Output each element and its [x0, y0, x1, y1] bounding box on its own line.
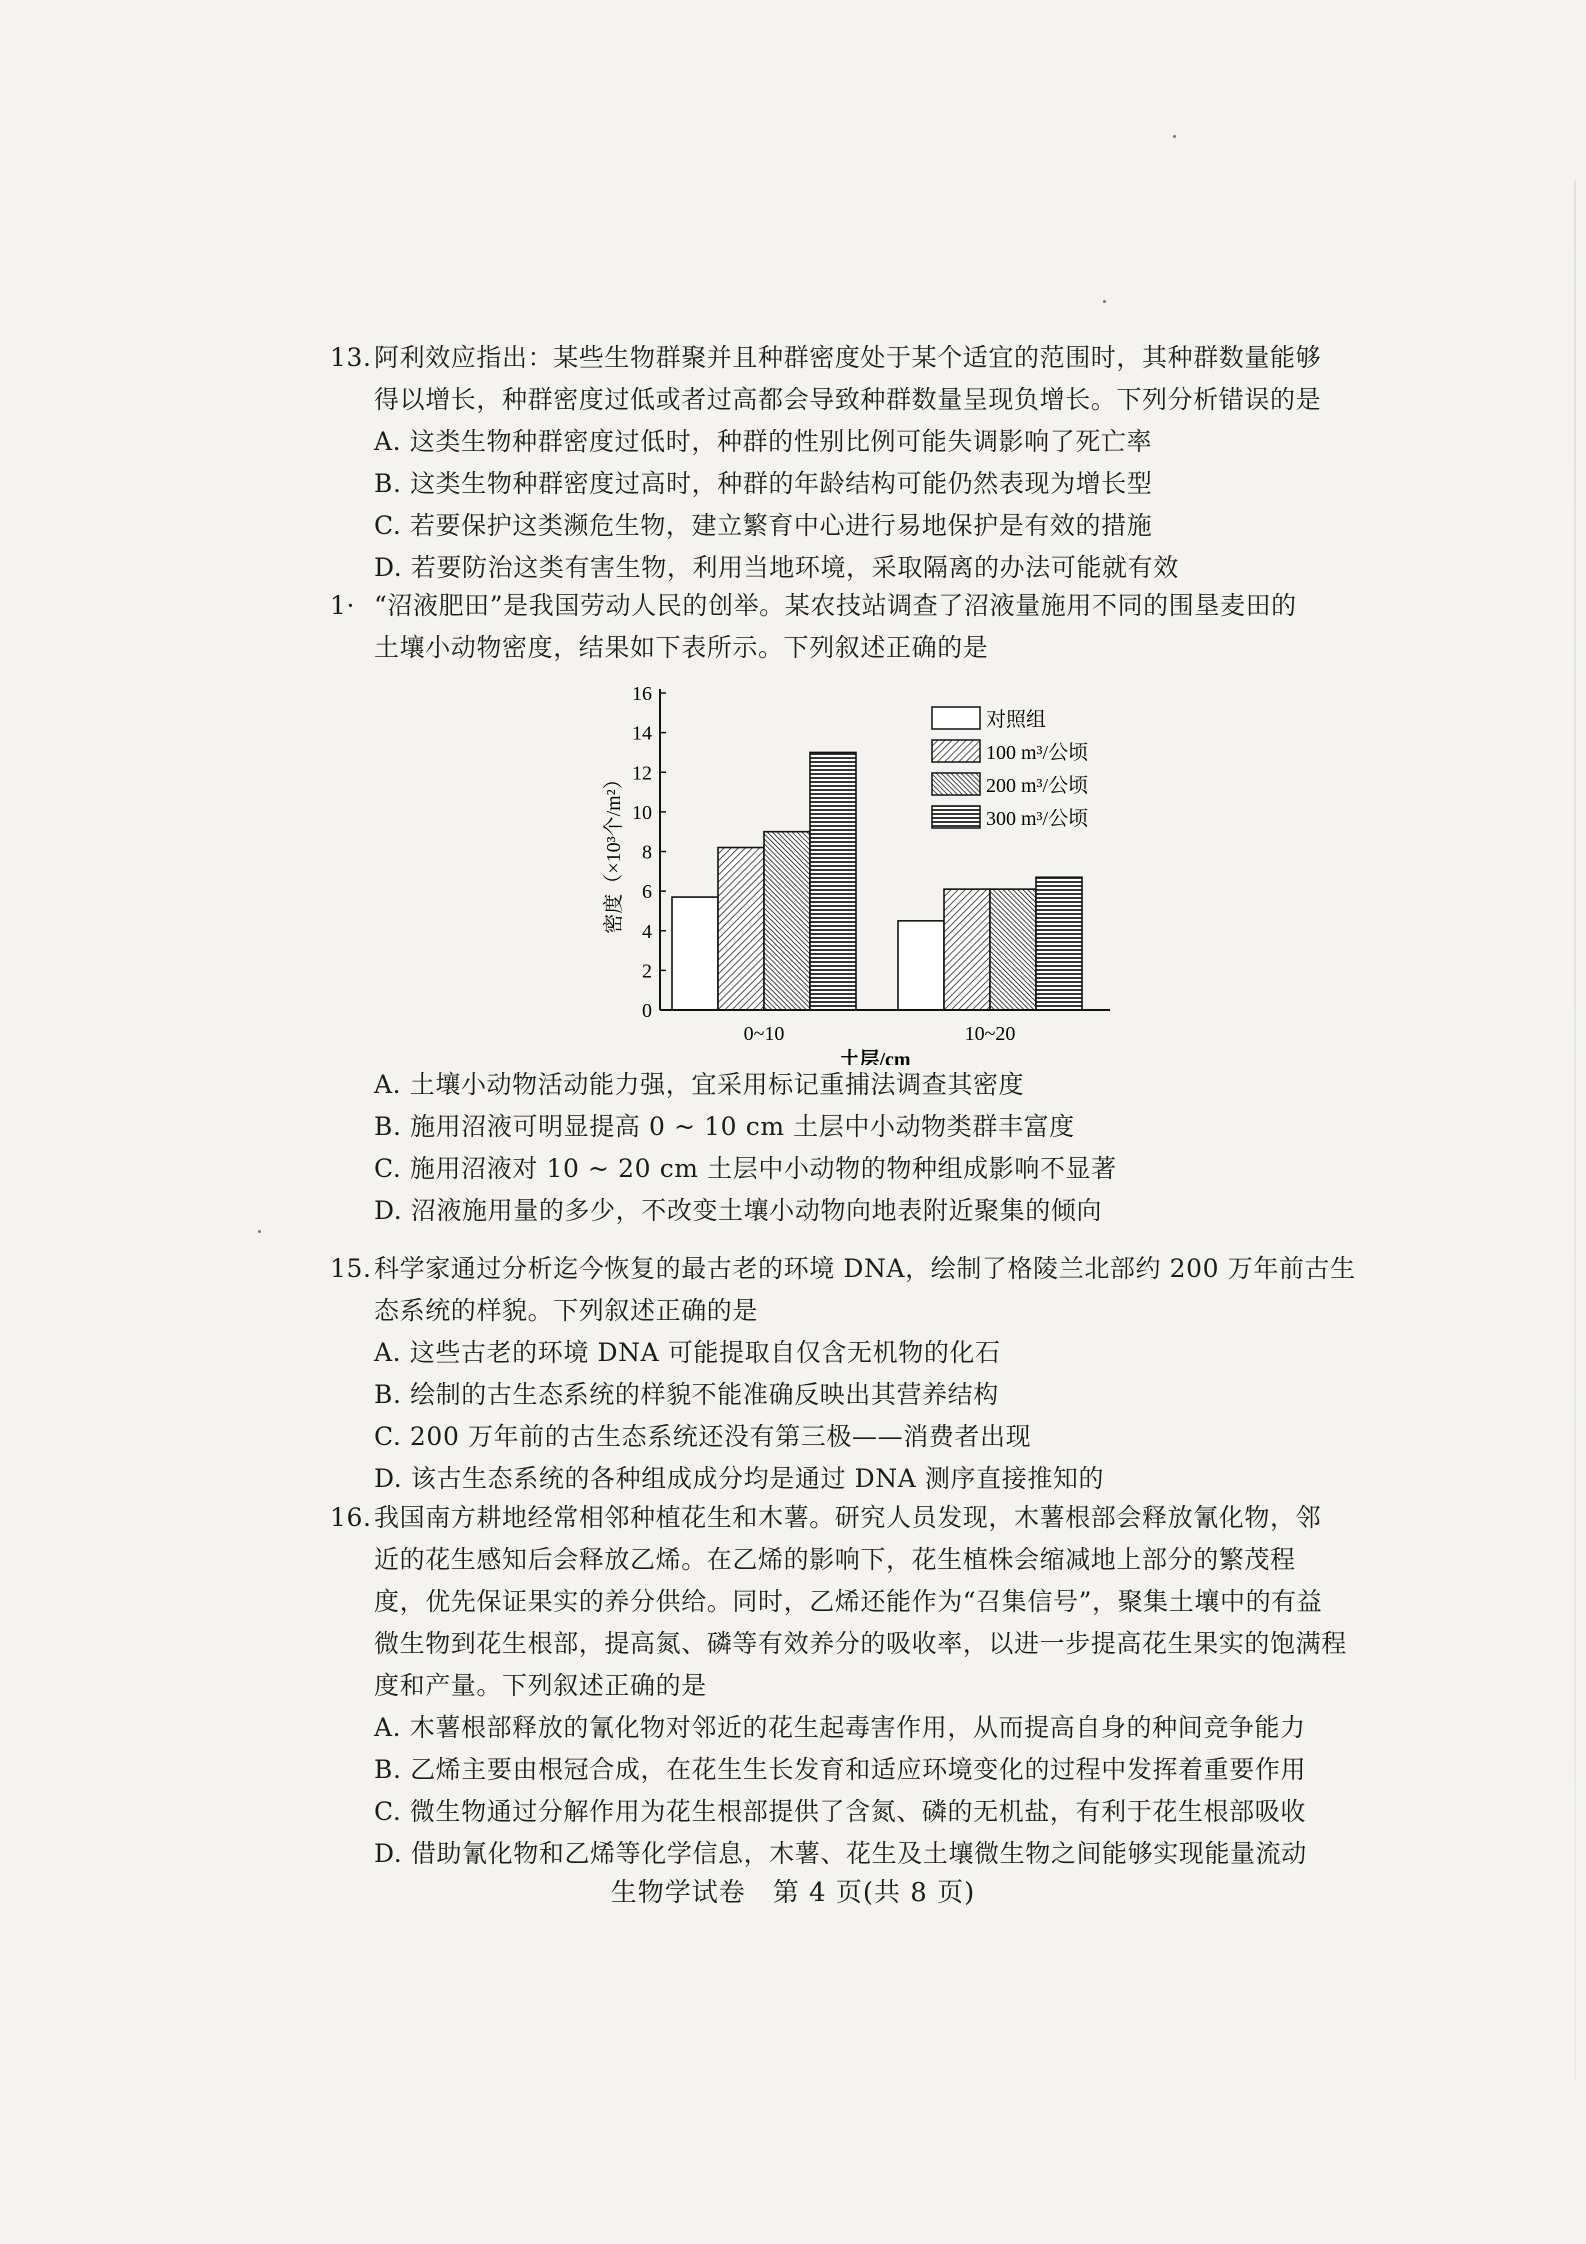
x-axis-label: 土层/cm	[839, 1049, 911, 1065]
question-15	[332, 1248, 1362, 1500]
bar	[764, 832, 810, 1010]
x-tick-label: 0~10	[743, 1023, 785, 1045]
question-16	[332, 1497, 1362, 1875]
option-a: A. 木薯根部释放的氰化物对邻近的花生起毒害作用，从而提高自身的种间竞争能力	[374, 1713, 1306, 1742]
legend-swatch	[932, 773, 980, 795]
question-13	[332, 337, 1362, 589]
scan-speck	[258, 1230, 261, 1233]
option-c: C. 微生物通过分解作用为花生根部提供了含氮、磷的无机盐，有利于花生根部吸收	[374, 1797, 1306, 1826]
bar	[944, 889, 990, 1010]
option-d: D. 借助氰化物和乙烯等化学信息，木薯、花生及土壤微生物之间能够实现能量流动	[374, 1839, 1307, 1868]
question-number: 16.	[330, 1503, 372, 1532]
option-d: D. 若要防治这类有害生物，利用当地环境，采取隔离的办法可能就有效	[374, 553, 1179, 582]
bar	[672, 897, 718, 1010]
y-tick-label: 14	[632, 722, 652, 745]
question-number: 15.	[330, 1254, 372, 1283]
y-tick-label: 10	[632, 801, 652, 824]
bar	[990, 889, 1036, 1010]
page-footer: 生物学试卷 第 4 页(共 8 页)	[610, 1878, 976, 1908]
bar	[898, 921, 944, 1010]
question-stem-line: “沼液肥田”是我国劳动人民的创举。某农技站调查了沼液量施用不同的围垦麦田的	[374, 591, 1297, 620]
question-number: 1·	[330, 591, 356, 620]
legend-label: 100 m³/公顷	[986, 742, 1089, 764]
option-d: D. 该古生态系统的各种组成成分均是通过 DNA 测序直接推知的	[374, 1464, 1105, 1493]
question-stem-line: 态系统的样貌。下列叙述正确的是	[374, 1296, 759, 1325]
soil-animal-density-chart	[560, 665, 1120, 1065]
y-tick-label: 0	[642, 1000, 652, 1022]
question-14	[332, 585, 1362, 669]
question-stem-line: 土壤小动物密度，结果如下表所示。下列叙述正确的是	[374, 633, 989, 662]
legend	[932, 707, 1088, 830]
question-number: 13.	[330, 343, 372, 372]
y-tick-label: 16	[632, 683, 652, 705]
question-14-options	[332, 1064, 1362, 1232]
bar-chart-svg	[560, 665, 1120, 1065]
bar	[1036, 877, 1082, 1010]
option-b: B. 绘制的古生态系统的样貌不能准确反映出其营养结构	[374, 1380, 999, 1409]
legend-label: 300 m³/公顷	[986, 808, 1089, 830]
question-stem-line: 得以增长，种群密度过低或者过高都会导致种群数量呈现负增长。下列分析错误的是	[374, 385, 1322, 414]
legend-label: 对照组	[986, 709, 1046, 731]
y-tick-label: 4	[642, 920, 652, 943]
option-d: D. 沼液施用量的多少，不改变土壤小动物向地表附近聚集的倾向	[374, 1196, 1103, 1225]
option-c: C. 200 万年前的古生态系统还没有第三极——消费者出现	[374, 1422, 1032, 1451]
option-a: A. 这类生物种群密度过低时，种群的性别比例可能失调影响了死亡率	[374, 427, 1153, 456]
question-stem-line: 科学家通过分析迄今恢复的最古老的环境 DNA，绘制了格陵兰北部约 200 万年前古生	[374, 1254, 1356, 1283]
question-stem-line: 阿利效应指出：某些生物群聚并且种群密度处于某个适宜的范围时，其种群数量能够	[374, 343, 1322, 372]
option-c: C. 施用沼液对 10 ~ 20 cm 土层中小动物的物种组成影响不显著	[374, 1154, 1117, 1183]
scan-speck	[1173, 135, 1176, 138]
question-stem-line: 我国南方耕地经常相邻种植花生和木薯。研究人员发现，木薯根部会释放氰化物，邻	[374, 1503, 1322, 1532]
option-a: A. 土壤小动物活动能力强，宜采用标记重捕法调查其密度	[374, 1070, 1025, 1099]
bar	[810, 752, 856, 1010]
y-tick-label: 12	[632, 762, 652, 785]
legend-swatch	[932, 707, 980, 729]
y-tick-label: 2	[642, 960, 652, 983]
question-stem-line: 近的花生感知后会释放乙烯。在乙烯的影响下，花生植株会缩减地上部分的繁茂程	[374, 1545, 1296, 1574]
question-stem-line: 微生物到花生根部，提高氮、磷等有效养分的吸收率，以进一步提高花生果实的饱满程	[374, 1629, 1347, 1658]
y-axis-label: 密度（×10³个/m²）	[603, 769, 625, 934]
option-c: C. 若要保护这类濒危生物，建立繁育中心进行易地保护是有效的措施	[374, 511, 1153, 540]
option-b: B. 这类生物种群密度过高时，种群的年龄结构可能仍然表现为增长型	[374, 469, 1153, 498]
question-stem-line: 度，优先保证果实的养分供给。同时，乙烯还能作为“召集信号”，聚集土壤中的有益	[374, 1587, 1323, 1616]
y-tick-label: 8	[642, 841, 652, 864]
option-b: B. 施用沼液可明显提高 0 ~ 10 cm 土层中小动物类群丰富度	[374, 1112, 1075, 1141]
y-tick-label: 6	[642, 881, 652, 904]
bar	[718, 848, 764, 1010]
question-stem-line: 度和产量。下列叙述正确的是	[374, 1671, 707, 1700]
x-tick-label: 10~20	[964, 1023, 1016, 1045]
legend-swatch	[932, 740, 980, 762]
page-edge-shadow	[1574, 180, 1576, 2080]
scan-speck	[1103, 300, 1106, 303]
legend-label: 200 m³/公顷	[986, 775, 1089, 797]
legend-swatch	[932, 806, 980, 828]
option-a: A. 这些古老的环境 DNA 可能提取自仅含无机物的化石	[374, 1338, 1001, 1367]
option-b: B. 乙烯主要由根冠合成，在花生生长发育和适应环境变化的过程中发挥着重要作用	[374, 1755, 1307, 1784]
